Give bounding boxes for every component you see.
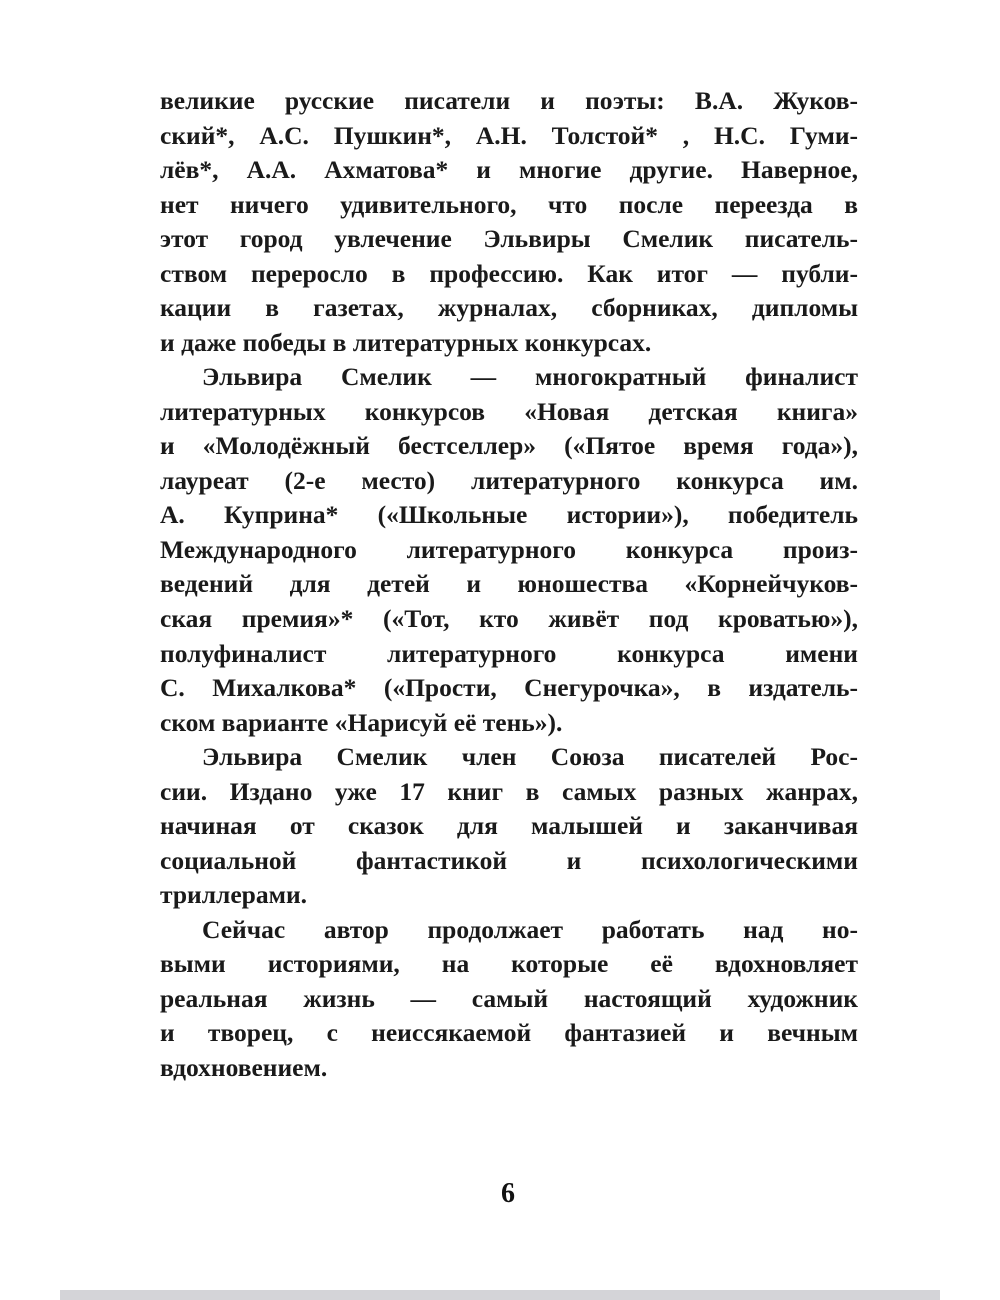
text-line: начиная от сказок для малышей и заканчивая [160,811,858,841]
text-line: великие русские писатели и поэты: В.А. Жуков- [160,86,858,115]
text-line: и «Молодёжный бестселлер» («Пятое время года»), [160,431,858,461]
text-line: ском варианте «Нарисуй её тень»). [160,707,563,737]
text-line: реальная жизнь — самый настоящий художник [160,983,858,1013]
text-line: литературных конкурсов «Новая детская книга» [160,396,858,426]
text-line: Эльвира Смелик член Союза писателей Рос- [202,742,858,772]
text-line: ведений для детей и юношества «Корнейчуков- [160,569,858,599]
text-line: ская премия»* («Тот, кто живёт под кроватью»), [160,603,858,633]
text-line: и даже победы в литературных конкурсах. [160,327,652,357]
text-line: этот город увлечение Эльвиры Смелик писатель- [160,224,858,254]
text-line: А. Куприна* («Школьные истории»), победитель [160,500,858,530]
text-line: Эльвира Смелик — многократный финалист [202,362,858,392]
text-line: С. Михалкова* («Прости, Снегурочка», в издатель- [160,673,858,703]
text-line: кации в газетах, журналах, сборниках, дипломы [160,293,858,323]
text-line: и творец, с неиссякаемой фантазией и вечным [160,1018,858,1048]
text-line: лёв*, А.А. Ахматова* и многие другие. Наверное, [160,155,858,185]
text-line: Сейчас автор продолжает работать над но- [202,914,858,944]
text-line: вдохновением. [160,1052,328,1082]
body-text [160,84,858,1085]
text-line: ский*, А.С. Пушкин*, А.Н. Толстой* , Н.С. Гуми- [160,120,858,150]
text-line: выми историями, на которые её вдохновляет [160,949,858,979]
text-line: лауреат (2-е место) литературного конкурса им. [160,465,858,495]
page-number: 6 [501,1178,515,1209]
text-line: Международного литературного конкурса произ- [160,534,858,564]
text-line: полуфиналист литературного конкурса имени [160,638,858,668]
text-line: сии. Издано уже 17 книг в самых разных жанрах, [160,776,858,806]
paragraph [160,740,858,913]
text-line: социальной фантастикой и психологическими [160,845,858,875]
paragraph [160,360,858,740]
text-line: триллерами. [160,880,308,910]
text-line: ством переросло в профессию. Как итог — публи- [160,258,858,288]
bottom-divider-bar [60,1290,940,1300]
paragraph [160,913,858,1086]
text-line: нет ничего удивительного, что после переезда в [160,189,858,219]
paragraph [160,84,858,360]
